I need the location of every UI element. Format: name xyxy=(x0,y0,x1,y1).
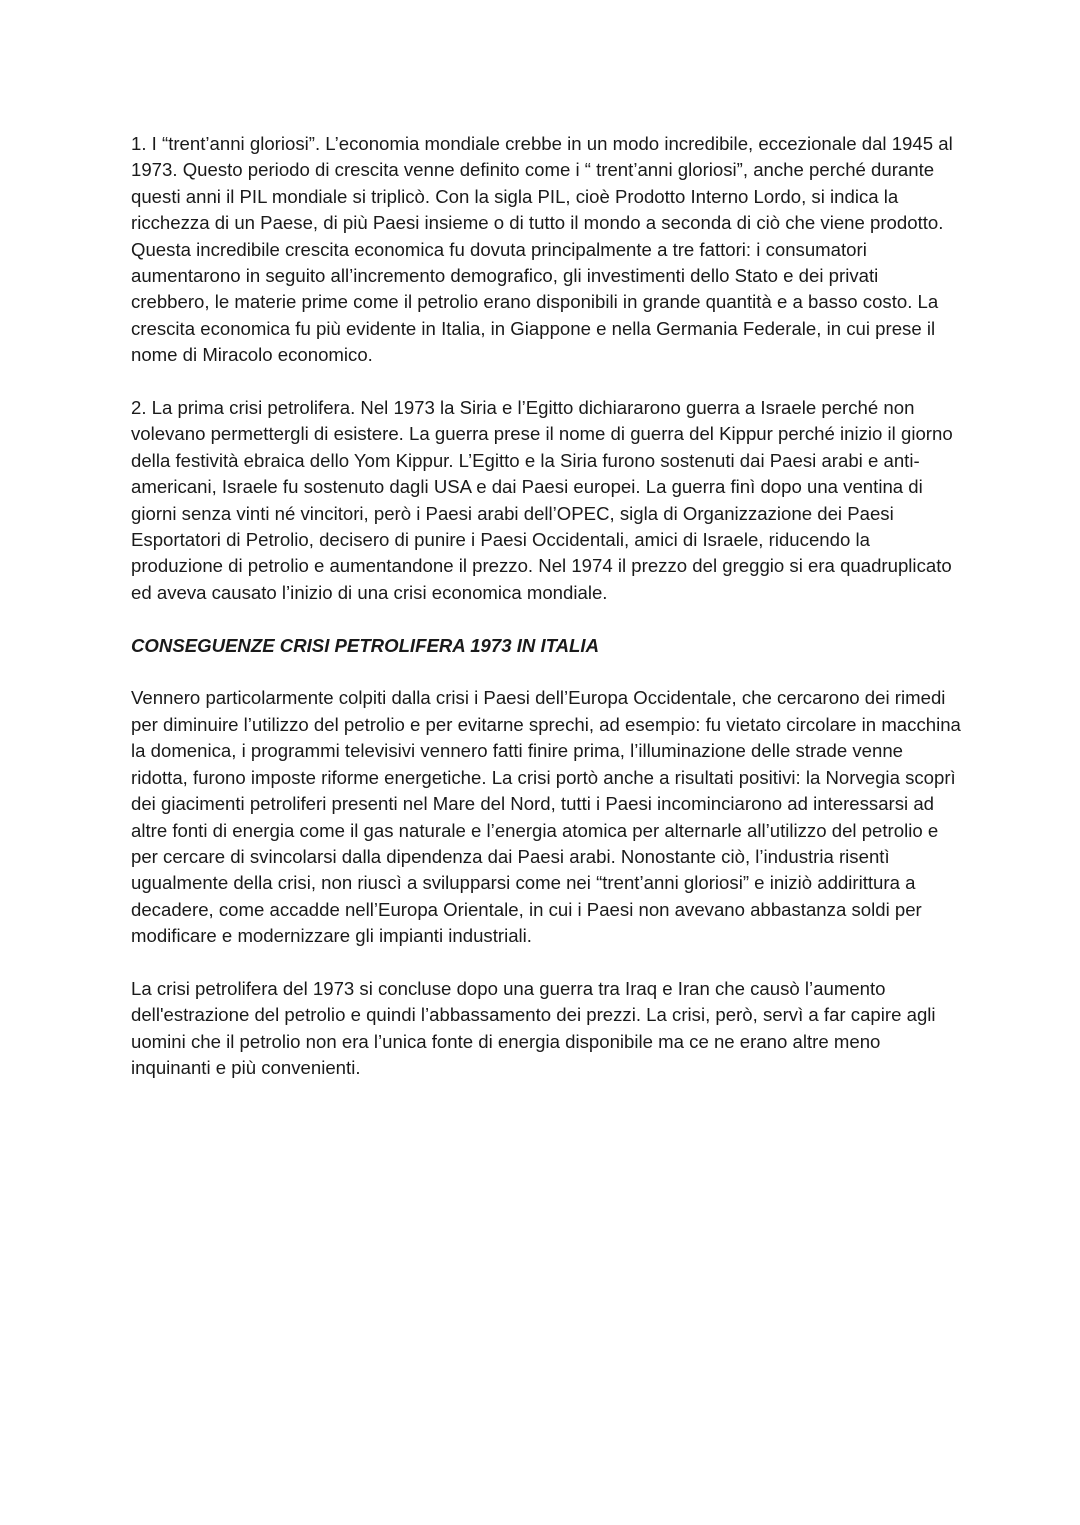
paragraph-crescita-fattori: Questa incredibile crescita economica fu dovuta principalmente a tre fattori: i consumatori aumentarono in seguito all’incremento demografico, gli investimenti dello Stato e dei privati crebbero, le materie prime come il petrolio erano disponibili in grande quantità e a basso costo. La crescita economica fu più evidente in Italia, in Giappone e nella Germania Federale, in cui prese il nome di Miracolo economico. xyxy=(131,238,939,366)
section-heading: CONSEGUENZE CRISI PETROLIFERA 1973 IN ITALIA xyxy=(131,634,600,656)
paragraph-trentanni-gloriosi: 1. I “trent’anni gloriosi”. L’economia mondiale crebbe in un modo incredibile, eccezionale dal 1945 al 1973. Questo periodo di crescita venne definito come i “ trent’anni gloriosi”, anche perché durante questi anni il PIL mondiale si triplicò. Con la sigla PIL, cioè Prodotto Interno Lordo, si indica la ricchezza di un Paese, di più Paesi insieme o di tutto il mondo a seconda di ciò che viene prodotto. xyxy=(131,133,953,234)
paragraph-conseguenze-europa: Vennero particolarmente colpiti dalla crisi i Paesi dell’Europa Occidentale, che cercarono dei rimedi per diminuire l’utilizzo del petrolio e per evitarne sprechi, ad esempio: fu vietato circolare in macchina la domenica, i programmi televisivi vennero fatti finire prima, l’illuminazione delle strade venne ridotta, furono imposte riforme energetiche. La crisi portò anche a risultati positivi: la Norvegia scoprì dei giacimenti petroliferi presenti nel Mare del Nord, tutti i Paesi incominciarono ad interessarsi ad altre fonti di energia come il gas naturale e l’energia atomica per alternarle all’utilizzo del petrolio e per cercare di svincolarsi dalla dipendenza dai Paesi arabi. Nonostante ciò, l’industria risentì ugualmente della crisi, non riuscì a svilupparsi come nei “trent’anni gloriosi” e iniziò addirittura a decadere, come accadde nell’Europa Orientale, in cui i Paesi non avevano abbastanza soldi per modificare e modernizzare gli impianti industriali. xyxy=(131,687,961,947)
paragraph-spacer xyxy=(131,950,961,976)
paragraph-prima-crisi-petrolifera: 2. La prima crisi petrolifera. Nel 1973 la Siria e l’Egitto dichiararono guerra a Israele perché non volevano permettergli di esistere. La guerra prese il nome di guerra del Kippur perché inizio il giorno della festività ebraica dello Yom Kippur. L’Egitto e la Siria furono sostenuti dai Paesi arabi e anti-americani, Israele fu sostenuto dagli USA e dai Paesi europei. La guerra finì dopo una ventina di giorni senza vinti né vincitori, però i Paesi arabi dell’OPEC, sigla di Organizzazione dei Paesi Esportatori di Petrolio, decisero di punire i Paesi Occidentali, amici di Israele, riducendo la produzione di petrolio e aumentandone il prezzo. Nel 1974 il prezzo del greggio si era quadruplicato ed aveva causato l’inizio di una crisi economica mondiale. xyxy=(131,397,953,603)
document-body xyxy=(131,131,961,1082)
paragraph-spacer xyxy=(131,606,961,632)
paragraph-spacer xyxy=(131,659,961,685)
paragraph-fine-crisi: La crisi petrolifera del 1973 si concluse dopo una guerra tra Iraq e Iran che causò l’aumento dell'estrazione del petrolio e quindi l’abbassamento dei prezzi. La crisi, però, servì a far capire agli uomini che il petrolio non era l’unica fonte di energia disponibile ma ce ne erano altre meno inquinanti e più convenienti. xyxy=(131,977,936,1079)
paragraph-spacer xyxy=(131,369,961,395)
